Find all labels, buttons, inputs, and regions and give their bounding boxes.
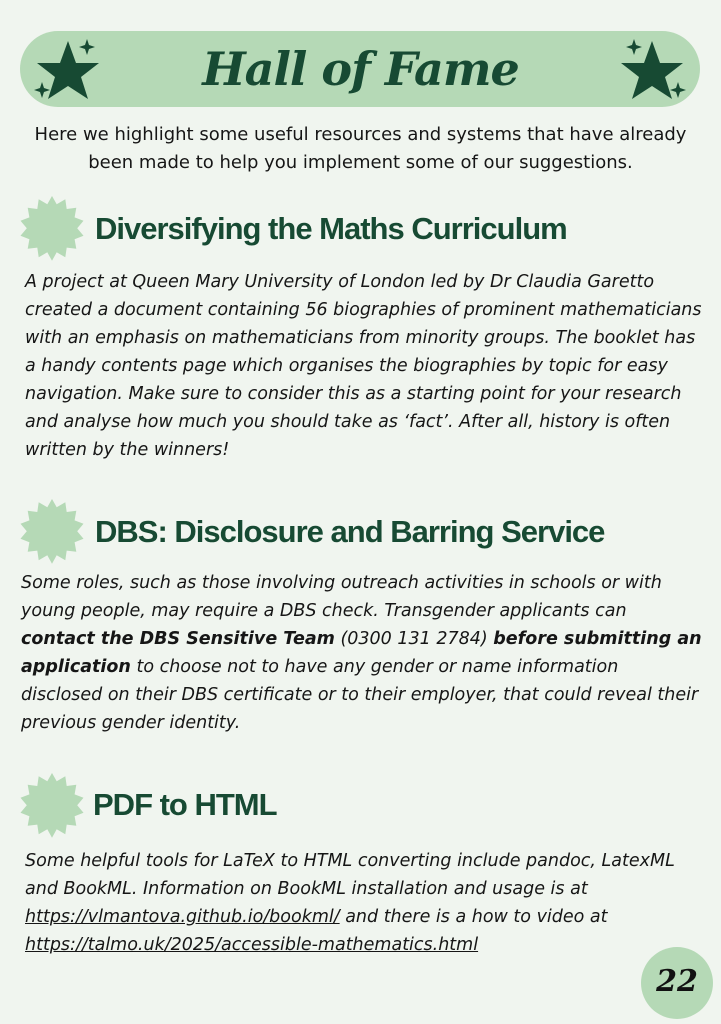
section-burst-icon bbox=[18, 498, 86, 566]
intro-text: Here we highlight some useful resources and systems that have already been made to help you implement some of our suggestions. bbox=[34, 124, 687, 173]
section-heading: PDF to HTML bbox=[93, 787, 277, 822]
bookml-link[interactable]: https://vlmantova.github.io/bookml/ bbox=[25, 907, 340, 927]
body-text: and there is a how to video at bbox=[339, 907, 608, 927]
section-burst-icon bbox=[18, 772, 86, 840]
dbs-team-emphasis: contact the DBS Sensitive Team bbox=[21, 629, 335, 649]
section-body bbox=[21, 569, 705, 737]
talmo-video-link[interactable]: https://talmo.uk/2025/accessible-mathematics.html bbox=[25, 935, 479, 955]
body-text: Some roles, such as those involving outreach activities in schools or with young people, may require a DBS check. Transgender applicants can bbox=[21, 573, 662, 621]
section-body: A project at Queen Mary University of London led by Dr Claudia Garetto created a document containing 56 biographies of prominent mathematicians with an emphasis on mathematicians from minority groups. The booklet has a handy contents page which organises the biographies by topic for easy navigation. Make sure to consider this as a starting point for your research and analyse how much you should take as ‘fact’. After all, history is often written by the winners! bbox=[25, 272, 702, 460]
section-burst-icon bbox=[18, 195, 86, 263]
body-text: to choose not to have any gender or name information disclosed on their DBS certificate or to their employer, that could reveal their previous gender identity. bbox=[21, 657, 699, 733]
body-text: Some helpful tools for LaTeX to HTML converting include pandoc, LatexML and BookML. Information on BookML installation and usage is at bbox=[25, 851, 675, 899]
page-number: 22 bbox=[656, 964, 698, 999]
section-heading: DBS: Disclosure and Barring Service bbox=[95, 514, 605, 549]
before-application-emphasis: before submitting an application bbox=[21, 629, 702, 677]
section-heading: Diversifying the Maths Curriculum bbox=[95, 211, 567, 246]
page-title: Hall of Fame bbox=[202, 42, 519, 96]
body-text: (0300 131 2784) bbox=[334, 629, 494, 649]
section-body bbox=[25, 847, 705, 959]
